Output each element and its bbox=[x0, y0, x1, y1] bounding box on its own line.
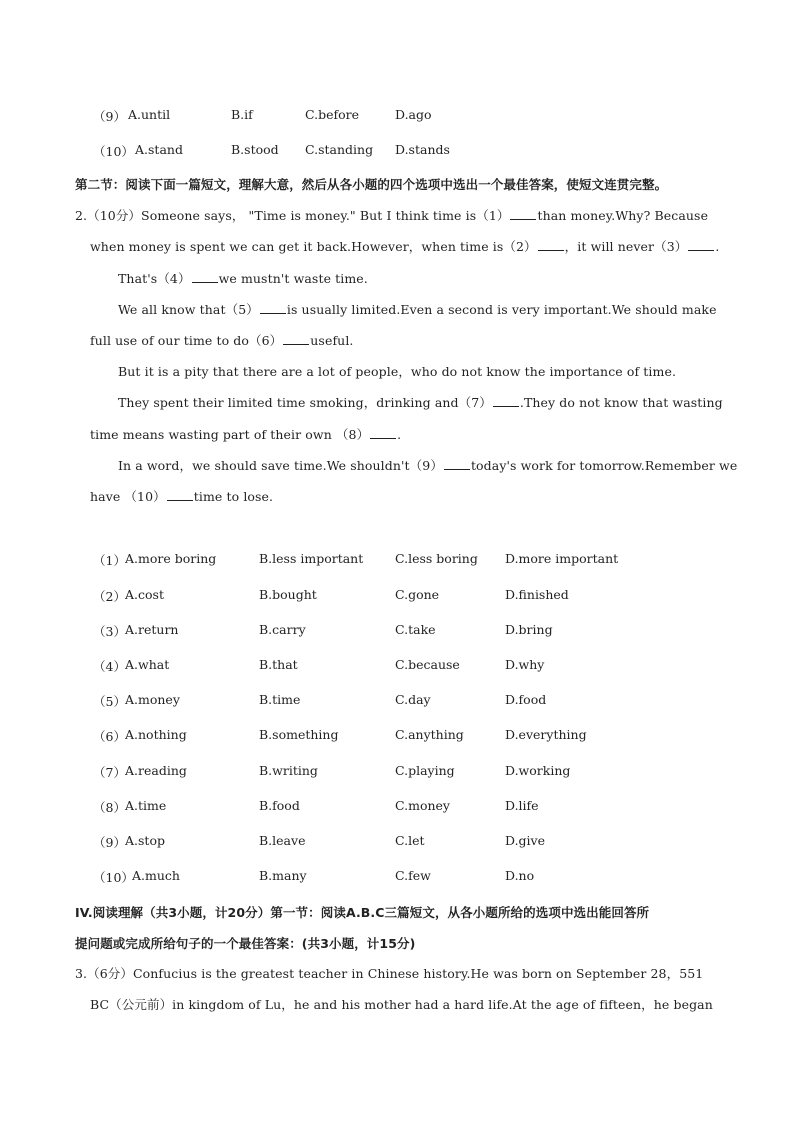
option-d: D.stands bbox=[395, 142, 450, 157]
option-b: B.stood bbox=[231, 142, 279, 157]
option-b: B.carry bbox=[259, 622, 306, 637]
passage-text: is usually limited.Even a second is very important.We should make bbox=[286, 302, 717, 317]
blank-3 bbox=[688, 239, 714, 251]
passage-text: ，it will never（3） bbox=[564, 239, 688, 254]
blank-1 bbox=[510, 208, 536, 220]
passage-text: time to lose. bbox=[193, 489, 274, 504]
passage-text: We all know that（5） bbox=[118, 302, 259, 317]
blank-9 bbox=[444, 458, 470, 470]
option-c: C.money bbox=[395, 798, 450, 813]
option-a: A.cost bbox=[125, 587, 164, 602]
option-b: B.many bbox=[259, 868, 307, 883]
passage-text: today's work for tomorrow.Remember we bbox=[470, 458, 738, 473]
option-a: A.stand bbox=[135, 142, 183, 157]
option-c: C.let bbox=[395, 833, 425, 848]
blank-6 bbox=[283, 333, 309, 345]
option-b: B.time bbox=[259, 692, 301, 707]
passage-text: useful. bbox=[310, 333, 354, 348]
option-d: D.working bbox=[505, 763, 571, 778]
passage-text: .They do not know that wasting bbox=[519, 395, 723, 410]
passage-line bbox=[118, 456, 737, 474]
passage-text: time means wasting part of their own （8） bbox=[90, 427, 370, 442]
passage-line bbox=[90, 425, 401, 443]
option-number: （2） bbox=[93, 589, 126, 604]
option-b: B.that bbox=[259, 657, 298, 672]
option-number: （1） bbox=[93, 553, 126, 568]
option-number: （10） bbox=[93, 144, 134, 159]
option-d: D.why bbox=[505, 657, 545, 672]
option-d: D.more important bbox=[505, 551, 619, 566]
section-heading: IV.阅读理解（共3小题，计20分）第一节：阅读A.B.C三篇短文，从各小题所给的选项中选出能回答所 bbox=[75, 905, 650, 920]
option-b: B.leave bbox=[259, 833, 306, 848]
blank-2 bbox=[538, 239, 564, 251]
option-b: B.something bbox=[259, 727, 339, 742]
passage-line bbox=[118, 300, 717, 318]
passage-text: than money.Why? Because bbox=[537, 208, 709, 223]
option-number: （10） bbox=[93, 870, 134, 885]
option-a: A.stop bbox=[125, 833, 165, 848]
passage-line: But it is a pity that there are a lot of people，who do not know the importance of time. bbox=[118, 364, 677, 379]
passage-text: when money is spent we can get it back.However，when time is（2） bbox=[90, 239, 537, 254]
option-a: A.nothing bbox=[125, 727, 187, 742]
passage-line: 3.（6分）Confucius is the greatest teacher in Chinese history.He was born on September 28，551 bbox=[75, 966, 704, 981]
option-b: B.if bbox=[231, 107, 253, 122]
option-a: A.reading bbox=[125, 763, 187, 778]
option-d: D.everything bbox=[505, 727, 587, 742]
passage-line bbox=[90, 237, 719, 255]
option-b: B.less important bbox=[259, 551, 364, 566]
option-d: D.give bbox=[505, 833, 546, 848]
blank-7 bbox=[493, 395, 519, 407]
option-d: D.life bbox=[505, 798, 539, 813]
section-heading: 提问题或完成所给句子的一个最佳答案：(共3小题，计15分) bbox=[75, 936, 416, 951]
option-c: C.take bbox=[395, 622, 436, 637]
passage-line bbox=[75, 206, 708, 224]
option-b: B.writing bbox=[259, 763, 318, 778]
option-d: D.bring bbox=[505, 622, 553, 637]
passage-text: full use of our time to do（6） bbox=[90, 333, 283, 348]
option-number: （9） bbox=[93, 835, 126, 850]
option-d: D.finished bbox=[505, 587, 569, 602]
blank-5 bbox=[260, 302, 286, 314]
option-a: A.until bbox=[128, 107, 171, 122]
option-c: C.day bbox=[395, 692, 431, 707]
option-a: A.return bbox=[125, 622, 179, 637]
option-c: C.before bbox=[305, 107, 360, 122]
passage-text: have （10） bbox=[90, 489, 166, 504]
option-c: C.because bbox=[395, 657, 460, 672]
option-a: A.money bbox=[125, 692, 180, 707]
passage-line bbox=[118, 393, 723, 411]
passage-text: They spent their limited time smoking，drinking and（7） bbox=[118, 395, 492, 410]
blank-4 bbox=[192, 271, 218, 283]
option-b: B.bought bbox=[259, 587, 317, 602]
option-d: D.ago bbox=[395, 107, 432, 122]
option-c: C.anything bbox=[395, 727, 464, 742]
passage-line bbox=[90, 487, 273, 505]
option-c: C.playing bbox=[395, 763, 455, 778]
option-number: （6） bbox=[93, 729, 126, 744]
option-number: （7） bbox=[93, 765, 126, 780]
passage-text: That's（4） bbox=[118, 271, 191, 286]
passage-text: In a word，we should save time.We shouldn't（9） bbox=[118, 458, 443, 473]
option-c: C.less boring bbox=[395, 551, 478, 566]
option-number: （9） bbox=[93, 109, 126, 124]
option-d: D.no bbox=[505, 868, 535, 883]
option-a: A.much bbox=[132, 868, 180, 883]
passage-line bbox=[118, 269, 368, 287]
option-number: （4） bbox=[93, 659, 126, 674]
passage-text: . bbox=[397, 427, 402, 442]
option-c: C.gone bbox=[395, 587, 440, 602]
option-c: C.few bbox=[395, 868, 431, 883]
option-a: A.what bbox=[125, 657, 170, 672]
passage-text: 2.（10分）Someone says， "Time is money." But I think time is（1） bbox=[75, 208, 510, 223]
passage-line bbox=[90, 331, 354, 349]
blank-8 bbox=[370, 427, 396, 439]
option-c: C.standing bbox=[305, 142, 374, 157]
section-heading: 第二节：阅读下面一篇短文，理解大意，然后从各小题的四个选项中选出一个最佳答案，使短文连贯完整。 bbox=[75, 177, 668, 192]
option-a: A.time bbox=[125, 798, 167, 813]
passage-line: BC（公元前）in kingdom of Lu，he and his mother had a hard life.At the age of fifteen，he began bbox=[90, 997, 713, 1012]
option-b: B.food bbox=[259, 798, 300, 813]
option-a: A.more boring bbox=[125, 551, 217, 566]
passage-text: . bbox=[715, 239, 720, 254]
option-d: D.food bbox=[505, 692, 547, 707]
blank-10 bbox=[167, 489, 193, 501]
passage-text: we mustn't waste time. bbox=[218, 271, 368, 286]
option-number: （8） bbox=[93, 800, 126, 815]
option-number: （5） bbox=[93, 694, 126, 709]
option-number: （3） bbox=[93, 624, 126, 639]
